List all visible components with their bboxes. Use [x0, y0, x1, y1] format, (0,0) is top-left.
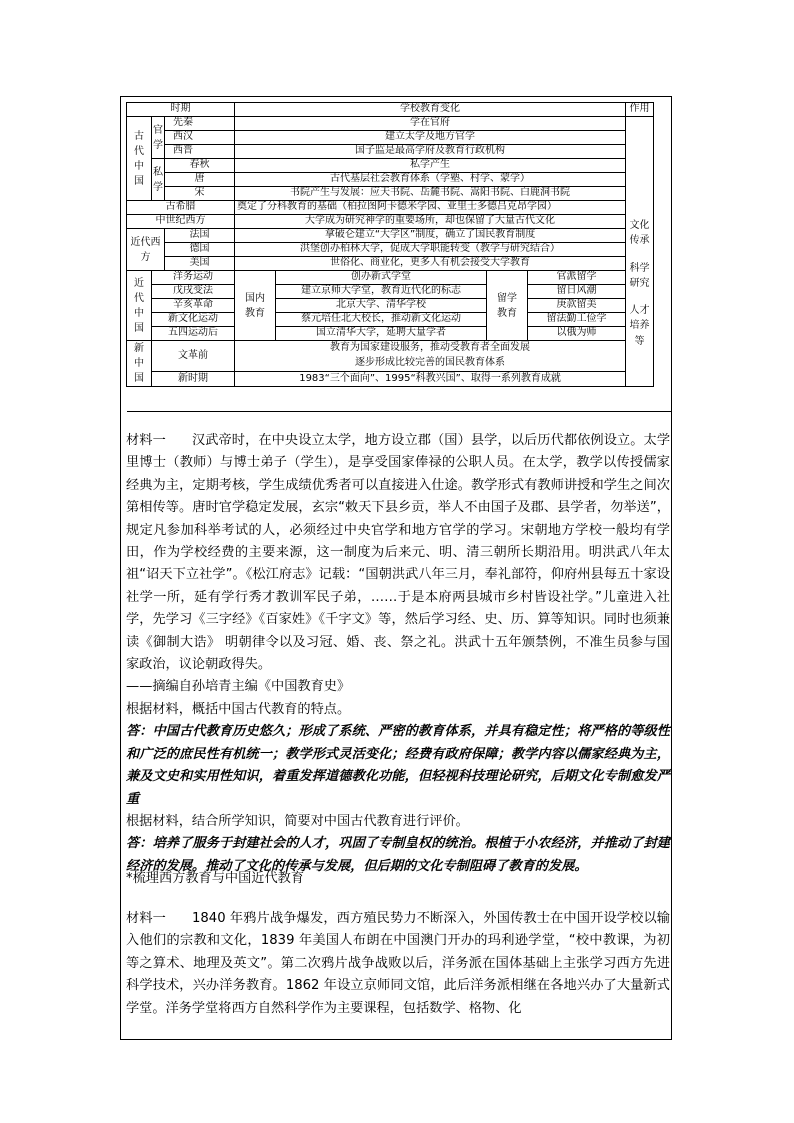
new-china-label: 新中国 — [127, 341, 152, 387]
period-cell: 唐 — [165, 173, 235, 187]
question-1: 根据材料，概括中国古代教育的特点。 — [126, 701, 351, 717]
material-text: 汉武帝时，在中央设立太学，地方设立郡（国）县学，以后历代都依例设立。太学里博士（教师）与博士弟子（学生），是享受国家俸禄的公职人员。在太学，教学以传授儒家经典为主，定期考核，学生成绩优秀者可以直接进入仕途。教学形式有教师讲授和学生之间次第相传等。唐时官学稳定发展，玄宗“敕天下县乡贡，举人不由国子及郡、县学者，勿举送”，规定凡参加科举考试的人，必须经过中央官学和地方官学的学习。宋朝地方学校一般均有学田，作为学校经费的主要来源，这一制度为后来元、明、清三朝所长期沿用。明洪武八年太祖“诏天下立社学”。《松江府志》记载：“国朝洪武八年三月，奉礼部符，仰府州县每五十家设社学一所，延有学行秀才教训军民子弟，……于是本府两县城市乡村皆设社学。”儿童进入社学，先学习《三字经》《百家姓》《千字文》等，然后学习经、史、历、算等知识。同时也须兼读《御制大诰》 明朝律令以及习冠、婚、丧、祭之礼。洪武十五年颁禁例，不准生员参与国家政治，议论朝政得失。 — [126, 433, 671, 673]
domestic-cell: 国立清华大学，延聘大量学者 — [276, 327, 487, 341]
abroad-cell: 留法勤工俭学 — [528, 313, 626, 327]
period-cell: 五四运动后 — [152, 327, 235, 341]
material-2-block — [126, 908, 670, 1020]
content-cell: 国子监是最高学府及教育行政机构 — [235, 145, 626, 159]
header-role: 作用 — [626, 103, 654, 117]
period-cell: 文革前 — [152, 341, 235, 372]
content-cell: 世俗化、商业化，更多人有机会接受大学教育 — [235, 257, 626, 271]
period-cell: 宋 — [165, 187, 235, 201]
domestic-cell: 建立京师大学堂，教育近代化的标志 — [276, 285, 487, 299]
content-cell: 逐步形成比较完善的国民教育体系 — [235, 356, 626, 371]
material-1-block — [126, 430, 670, 878]
period-cell: 新时期 — [152, 371, 235, 386]
content-cell: 教育为国家建设服务，推动受教育者全面发展 — [235, 341, 626, 356]
material-label: 材料一 — [126, 911, 167, 926]
domestic-education-label: 国内教育 — [235, 271, 276, 341]
table-divider — [127, 411, 671, 412]
modern-west-label: 近代西方 — [127, 229, 165, 271]
period-cell: 德国 — [165, 243, 235, 257]
modern-china-label: 近代中国 — [127, 271, 152, 341]
content-cell: 古代基层社会教育体系（学塾、村学、蒙学） — [235, 173, 626, 187]
role-cell — [626, 117, 654, 387]
period-cell: 戊戌变法 — [152, 285, 235, 299]
official-school-label: 官学 — [152, 117, 165, 159]
period-cell: 西汉 — [165, 131, 235, 145]
material-2-paragraph — [126, 908, 670, 1020]
answer-1: 答：中国古代教育历史悠久；形成了系统、严密的教育体系，并具有稳定性；将严格的等级性和广泛的庶民性有机统一；教学形式灵活变化；经费有政府保障；教学内容以儒家经典为主，兼及文史和实用性知识，着重发挥道德教化功能，但轻视科技理论研究，后期文化专制愈发严重 — [126, 724, 670, 807]
period-cell: 西晋 — [165, 145, 235, 159]
content-cell: 书院产生与发展：应天书院、岳麓书院、嵩阳书院、白鹿洞书院 — [235, 187, 626, 201]
abroad-cell: 官派留学 — [528, 271, 626, 285]
abroad-education-label: 留学教育 — [487, 271, 528, 341]
domestic-cell: 创办新式学堂 — [276, 271, 487, 285]
role-line: 研究 — [629, 277, 650, 289]
content-cell: 拿破仑建立“大学区”制度，确立了国民教育制度 — [235, 229, 626, 243]
role-line: 传承 — [629, 235, 650, 247]
content-cell: 1983“三个面向”、1995“科教兴国”、取得一系列教育成就 — [235, 371, 626, 386]
header-change: 学校教育变化 — [235, 103, 626, 117]
period-cell: 洋务运动 — [152, 271, 235, 285]
abroad-cell: 庚款留美 — [528, 299, 626, 313]
content-cell: 建立太学及地方官学 — [235, 131, 626, 145]
abroad-cell: 留日风潮 — [528, 285, 626, 299]
period-cell: 古希腊 — [127, 201, 235, 215]
content-cell: 大学成为研究神学的重要场所，却也保留了大量古代文化 — [235, 215, 626, 229]
period-cell: 春秋 — [165, 159, 235, 173]
ancient-china-label: 古代中国 — [127, 117, 152, 201]
period-cell: 法国 — [165, 229, 235, 243]
abroad-cell: 以俄为师 — [528, 327, 626, 341]
material-1-paragraph — [126, 430, 670, 676]
material-text: 1840 年鸦片战争爆发，西方殖民势力不断深入，外国传教士在中国开设学校以输入他们的宗教和文化，1839 年美国人布朗在中国澳门开办的玛利逊学堂，“校中教课，为初等之算术、地理及英文”。第二次鸦片战争战败以后，洋务派在国体基础上主张学习西方先进科学技术，兴办洋务教育。1862 年设立京师同文馆，此后洋务派相继在各地兴办了大量新式学堂。洋务学堂将西方自然科学作为主要课程，包括数学、格物、化 — [126, 911, 670, 1016]
source-line: ——摘编自孙培青主编《中国教育史》 — [126, 679, 351, 695]
role-line: 科学 — [629, 262, 650, 274]
period-cell: 辛亥革命 — [152, 299, 235, 313]
period-cell: 中世纪西方 — [127, 215, 235, 229]
role-line: 培养 — [629, 320, 650, 332]
material-label: 材料一 — [126, 433, 166, 448]
content-cell: 学在官府 — [235, 117, 626, 131]
private-school-label: 私学 — [152, 159, 165, 201]
content-cell: 私学产生 — [235, 159, 626, 173]
domestic-cell: 蔡元培任北大校长，推动新文化运动 — [276, 313, 487, 327]
question-2: 根据材料，结合所学知识，简要对中国古代教育进行评价。 — [126, 813, 469, 829]
header-period: 时期 — [127, 103, 235, 117]
section-heading: *梳理西方教育与中国近代教育 — [126, 871, 305, 886]
period-cell: 先秦 — [165, 117, 235, 131]
section-block — [126, 868, 670, 890]
period-cell: 美国 — [165, 257, 235, 271]
domestic-cell: 北京大学、清华学校 — [276, 299, 487, 313]
period-cell: 新文化运动 — [152, 313, 235, 327]
role-line: 等 — [634, 335, 645, 347]
content-cell: 奠定了分科教育的基础（柏拉图阿卡德米学园、亚里士多德吕克昂学园） — [235, 201, 626, 215]
answer-2: 答：培养了服务于封建社会的人才，巩固了专制皇权的统治。根植于小农经济，并推动了封建经济的发展。推动了文化的传承与发展，但后期的文化专制阻碍了教育的发展。 — [126, 836, 670, 874]
education-table — [126, 102, 654, 387]
content-cell: 洪堡创办柏林大学，促成大学职能转变（教学与研究结合） — [235, 243, 626, 257]
role-line: 人才 — [629, 305, 650, 317]
role-line: 文化 — [629, 220, 650, 232]
